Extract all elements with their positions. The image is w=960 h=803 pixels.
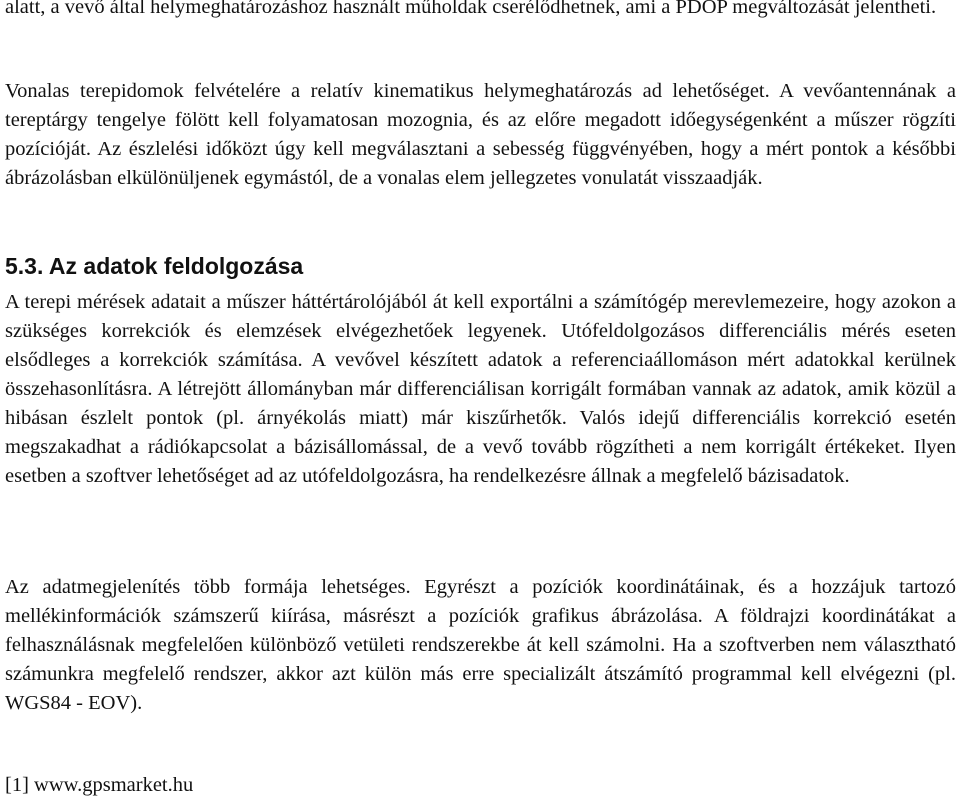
paragraph-kinematic: Vonalas terepidomok felvételére a relatív kinematikus helymeghatározás ad lehetőséget. A vevőantennának a tereptárgy tengelye fölött kell folyamatosan mozognia, és az előre megadott időegységenként a műszer rögzíti pozícióját. Az észlelési időközt úgy kell megválasztani a sebesség függvényében, hogy a mért pontok a későbbi ábrázolásban elkülönüljenek egymástól, de a vonalas elem jellegzetes vonulatát visszaadják. bbox=[5, 80, 956, 189]
paragraph-display: Az adatmegjelenítés több formája lehetséges. Egyrészt a pozíciók koordinátáinak, és a hozzájuk tartozó mellékinformációk számszerű kiírása, másrészt a pozíciók grafikus ábrázolása. A földrajzi koordinátákat a felhasználásnak megfelelően különböző vetületi rendszerekbe át kell számolni. Ha a szoftverben nem választható számunkra megfelelő rendszer, akkor azt külön más erre specializált átszámító programmal kell elvégezni (pl. WGS84 - EOV). bbox=[5, 576, 956, 714]
paragraph-pdop: alatt, a vevő által helymeghatározáshoz használt műholdak cserélődhetnek, ami a PDOP megváltozását jelentheti. bbox=[5, 0, 937, 18]
paragraph-processing: A terepi mérések adatait a műszer háttértárolójából át kell exportálni a számítógép merevlemezeire, hogy azokon a szükséges korrekciók és elemzések elvégezhetőek legyenek. Utófeldolgozásos differenciális mérés eseten elsődleges a korrekciók számítása. A vevővel készített adatok a referenciaállomáson mért adatokkal kerülnek összehasonlításra. A létrejött állományban már differenciálisan korrigált formában vannak az adatok, amik közül a hibásan észlelt pontok (pl. árnyékolás miatt) már kiszűrhetők. Valós idejű differenciális korrekció esetén megszakadhat a rádiókapcsolat a bázisállomással, de a vevő tovább rögzítheti a nem korrigált értékeket. Ilyen esetben a szoftver lehetőséget ad az utófeldolgozásra, ha rendelkezésre állnak a megfelelő bázisadatok. bbox=[5, 291, 956, 487]
section-heading: 5.3. Az adatok feldolgozása bbox=[5, 253, 304, 279]
reference-link: [1] www.gpsmarket.hu bbox=[5, 774, 194, 796]
